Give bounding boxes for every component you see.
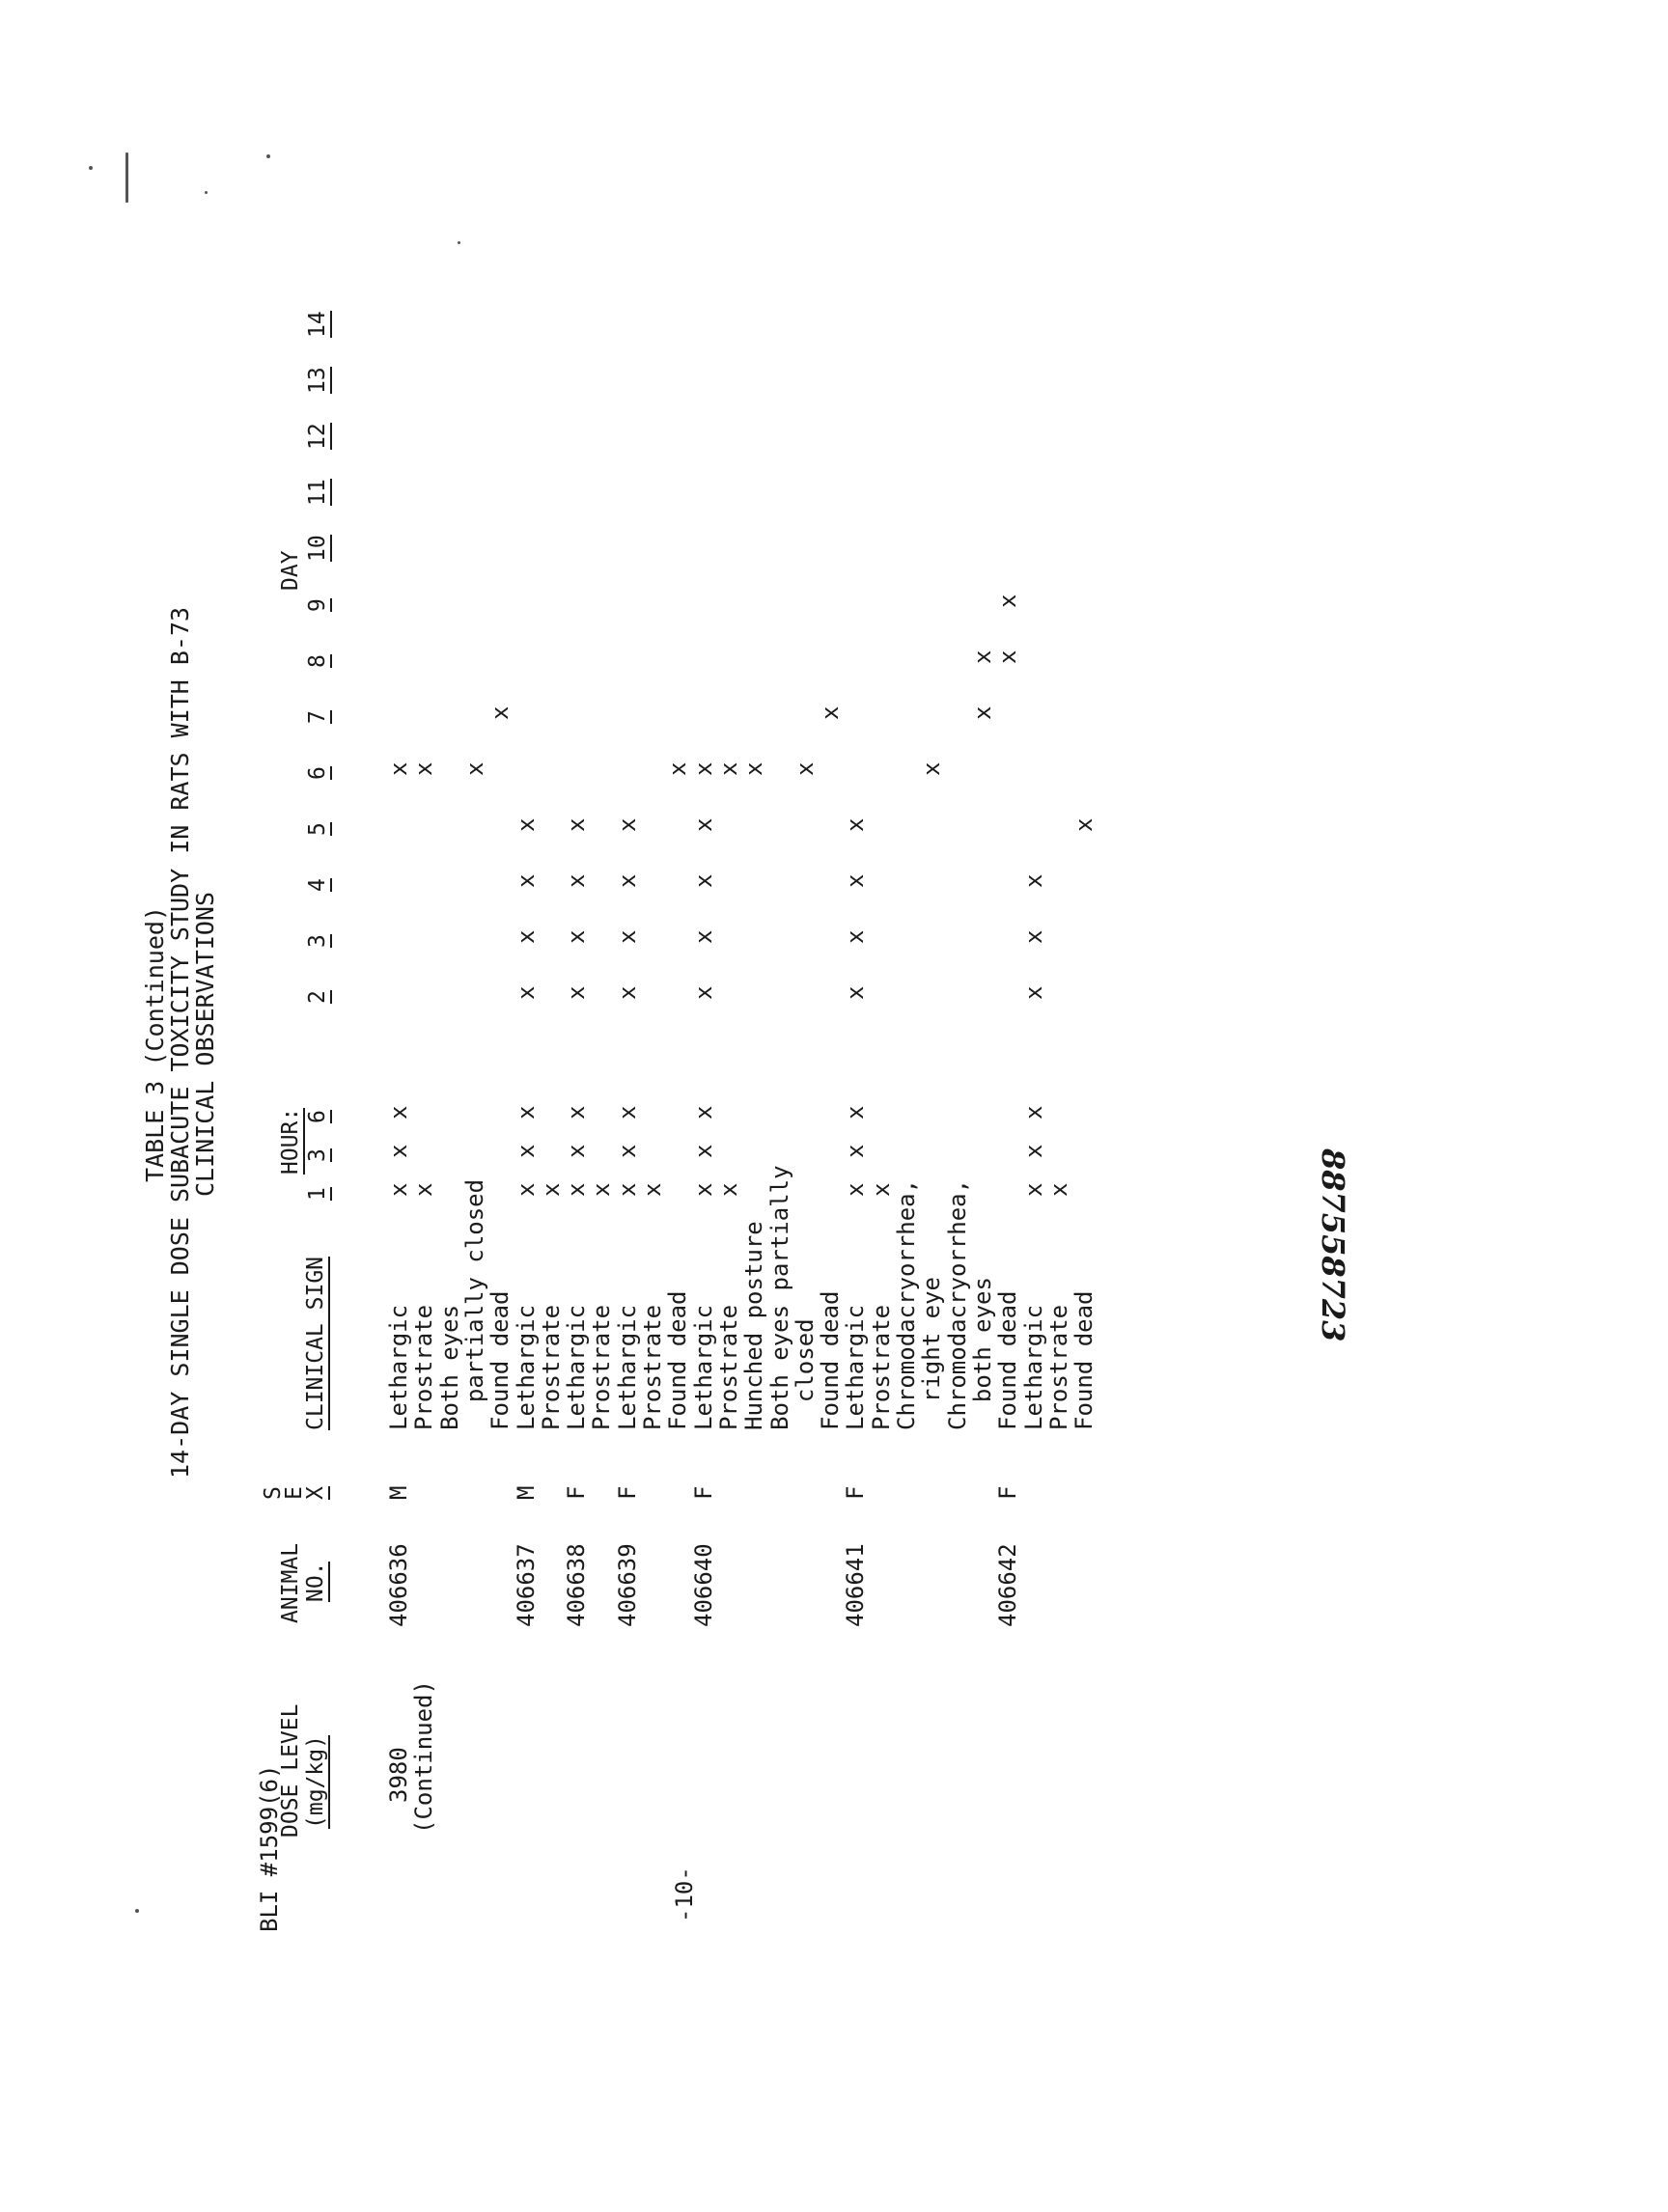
clinical-sign-text: partially closed	[460, 1178, 488, 1430]
observation-mark-d9: x	[994, 594, 1022, 608]
clinical-sign-text: closed	[791, 1318, 819, 1430]
observation-mark-d6: x	[791, 761, 819, 776]
observation-mark-h1: x	[842, 1182, 870, 1197]
observation-mark-h6: x	[689, 1105, 717, 1120]
observation-mark-h3: x	[512, 1144, 540, 1158]
clinical-sign-text: both eyes	[968, 1277, 996, 1430]
observation-mark-d3: x	[689, 929, 717, 944]
observation-mark-h1: x	[867, 1182, 895, 1197]
observation-mark-d5: x	[842, 817, 870, 832]
observation-mark-d4: x	[613, 873, 641, 888]
observation-mark-h3: x	[613, 1144, 641, 1158]
observation-mark-h6: x	[842, 1105, 870, 1120]
sex-value: M	[512, 1485, 540, 1500]
sex-header-e: E	[282, 1486, 307, 1500]
observation-mark-h1: x	[512, 1182, 540, 1197]
clinical-sign-text: Prostrate	[1044, 1304, 1072, 1430]
observation-mark-d3: x	[1019, 929, 1047, 944]
clinical-sign-text: Both eyes	[435, 1304, 463, 1430]
day-col-6: 6	[305, 766, 330, 780]
day-col-7: 7	[305, 710, 330, 724]
sex-value: M	[385, 1485, 412, 1500]
observation-mark-h3: x	[385, 1144, 412, 1158]
observation-mark-h3: x	[689, 1144, 717, 1158]
observation-mark-d5: x	[563, 817, 591, 832]
hour-header: HOUR:	[278, 1107, 303, 1175]
observation-mark-d6: x	[689, 761, 717, 776]
observation-mark-d4: x	[1019, 873, 1047, 888]
observation-mark-h1: x	[537, 1182, 565, 1197]
dose-units-header: (mg/kg)	[303, 1735, 328, 1829]
clinical-sign-header: CLINICAL SIGN	[303, 1256, 328, 1430]
dose-level-header: DOSE LEVEL	[278, 1703, 303, 1838]
scan-speck	[266, 154, 270, 158]
day-header: DAY	[278, 550, 303, 591]
hour-col-6: 6	[305, 1110, 330, 1123]
day-col-11: 11	[305, 479, 330, 506]
observation-mark-d5: x	[1070, 817, 1098, 832]
observation-mark-d2: x	[512, 985, 540, 1000]
observation-mark-d5: x	[613, 817, 641, 832]
observation-mark-d3: x	[613, 929, 641, 944]
clinical-sign-text: Lethargic	[512, 1304, 540, 1430]
page-number: -10-	[671, 1866, 698, 1922]
observation-mark-d3: x	[512, 929, 540, 944]
day-col-8: 8	[305, 654, 330, 668]
clinical-sign-text: Prostrate	[537, 1304, 565, 1430]
observation-mark-d3: x	[842, 929, 870, 944]
table-number: TABLE 3 (Continued)	[141, 906, 169, 1182]
observation-mark-d5: x	[689, 817, 717, 832]
clinical-sign-text: Lethargic	[385, 1304, 412, 1430]
day-col-9: 9	[305, 598, 330, 612]
sex-value: F	[613, 1485, 641, 1500]
observation-mark-h6: x	[613, 1105, 641, 1120]
observation-mark-h1: x	[563, 1182, 591, 1197]
observation-mark-d5: x	[512, 817, 540, 832]
observation-mark-d2: x	[563, 985, 591, 1000]
observation-mark-h1: x	[714, 1182, 742, 1197]
day-col-13: 13	[305, 367, 330, 394]
animal-no-header: NO.	[303, 1562, 328, 1602]
clinical-sign-text: Found dead	[817, 1290, 845, 1430]
observation-mark-d2: x	[1019, 985, 1047, 1000]
observation-mark-d8: x	[968, 650, 996, 664]
day-col-3: 3	[305, 934, 330, 948]
scan-speck	[135, 1909, 139, 1913]
observation-mark-d6: x	[460, 761, 488, 776]
animal-number: 406639	[613, 1543, 641, 1627]
clinical-sign-text: right eye	[918, 1277, 946, 1430]
day-col-2: 2	[305, 990, 330, 1004]
sex-header-x: X	[303, 1486, 328, 1500]
observation-mark-h6: x	[512, 1105, 540, 1120]
scan-speck	[125, 152, 128, 203]
observation-mark-h1: x	[385, 1182, 412, 1197]
clinical-sign-text: Chromodacryorrhea,	[893, 1178, 920, 1430]
day-col-10: 10	[305, 535, 330, 562]
clinical-sign-text: Prostrate	[867, 1304, 895, 1430]
sex-value: F	[563, 1485, 591, 1500]
observation-mark-d7: x	[968, 705, 996, 720]
clinical-sign-text: Lethargic	[842, 1304, 870, 1430]
report-reference: BLI #1599(6)	[256, 1764, 283, 1932]
animal-number: 406636	[385, 1543, 412, 1627]
animal-number: 406640	[689, 1543, 717, 1627]
day-col-5: 5	[305, 822, 330, 836]
observation-mark-h1: x	[689, 1182, 717, 1197]
observation-mark-d6: x	[410, 761, 438, 776]
observation-mark-d8: x	[994, 650, 1022, 664]
clinical-sign-text: Hunched posture	[740, 1221, 768, 1430]
observation-mark-d6: x	[664, 761, 692, 776]
observation-mark-h6: x	[385, 1105, 412, 1120]
observation-mark-h3: x	[563, 1144, 591, 1158]
animal-number: 406642	[994, 1543, 1022, 1627]
observation-mark-h6: x	[563, 1105, 591, 1120]
observation-mark-d6: x	[385, 761, 412, 776]
observation-mark-d3: x	[563, 929, 591, 944]
table-title: 14-DAY SINGLE DOSE SUBACUTE TOXICITY STUDY IN RATS WITH B-73	[166, 606, 194, 1479]
observation-mark-h1: x	[410, 1182, 438, 1197]
clinical-sign-text: Lethargic	[563, 1304, 591, 1430]
scan-speck	[458, 241, 460, 244]
document-stamp-number: 887558723	[1315, 1148, 1351, 1342]
dose-note: (Continued)	[410, 1680, 437, 1834]
sex-value: F	[689, 1485, 717, 1500]
clinical-sign-text: Both eyes partially	[765, 1165, 793, 1430]
animal-number: 406641	[842, 1543, 870, 1627]
day-col-12: 12	[305, 423, 330, 450]
scan-speck	[89, 166, 93, 170]
clinical-sign-text: Found dead	[486, 1290, 514, 1430]
observation-mark-d7: x	[486, 705, 514, 720]
observation-mark-h3: x	[1019, 1144, 1047, 1158]
observation-mark-h6: x	[1019, 1105, 1047, 1120]
animal-header: ANIMAL	[278, 1542, 303, 1623]
clinical-sign-text: Prostrate	[639, 1304, 666, 1430]
observation-mark-h1: x	[1044, 1182, 1072, 1197]
observation-mark-d6: x	[714, 761, 742, 776]
table-subtitle: CLINICAL OBSERVATIONS	[191, 891, 219, 1198]
clinical-sign-text: Found dead	[994, 1290, 1022, 1430]
clinical-sign-text: Found dead	[1070, 1290, 1098, 1430]
sex-value: F	[842, 1485, 870, 1500]
observation-mark-h1: x	[588, 1182, 616, 1197]
sex-header-s: S	[261, 1486, 286, 1500]
observation-mark-d4: x	[563, 873, 591, 888]
observation-mark-d2: x	[689, 985, 717, 1000]
clinical-sign-text: Lethargic	[1019, 1304, 1047, 1430]
observation-mark-h3: x	[842, 1144, 870, 1158]
day-col-4: 4	[305, 878, 330, 892]
observation-mark-d4: x	[842, 873, 870, 888]
animal-number: 406637	[512, 1543, 540, 1627]
scan-speck	[205, 191, 208, 194]
observation-mark-d6: x	[918, 761, 946, 776]
observation-mark-d4: x	[689, 873, 717, 888]
clinical-sign-text: Lethargic	[689, 1304, 717, 1430]
clinical-sign-text: Lethargic	[613, 1304, 641, 1430]
clinical-sign-text: Prostrate	[588, 1304, 616, 1430]
observation-mark-d2: x	[842, 985, 870, 1000]
observation-mark-d6: x	[740, 761, 768, 776]
dose-value: 3980	[385, 1747, 412, 1803]
clinical-sign-text: Chromodacryorrhea,	[943, 1178, 971, 1430]
observation-mark-h1: x	[1019, 1182, 1047, 1197]
observation-mark-h1: x	[639, 1182, 666, 1197]
animal-number: 406638	[563, 1543, 591, 1627]
clinical-sign-text: Prostrate	[410, 1304, 438, 1430]
day-col-14: 14	[305, 311, 330, 338]
clinical-sign-text: Found dead	[664, 1290, 692, 1430]
hour-col-1: 1	[305, 1187, 330, 1201]
clinical-sign-text: Prostrate	[714, 1304, 742, 1430]
observation-mark-d7: x	[817, 705, 845, 720]
sex-value: F	[994, 1485, 1022, 1500]
hour-col-3: 3	[305, 1148, 330, 1162]
observation-mark-h1: x	[613, 1182, 641, 1197]
observation-mark-d4: x	[512, 873, 540, 888]
observation-mark-d2: x	[613, 985, 641, 1000]
